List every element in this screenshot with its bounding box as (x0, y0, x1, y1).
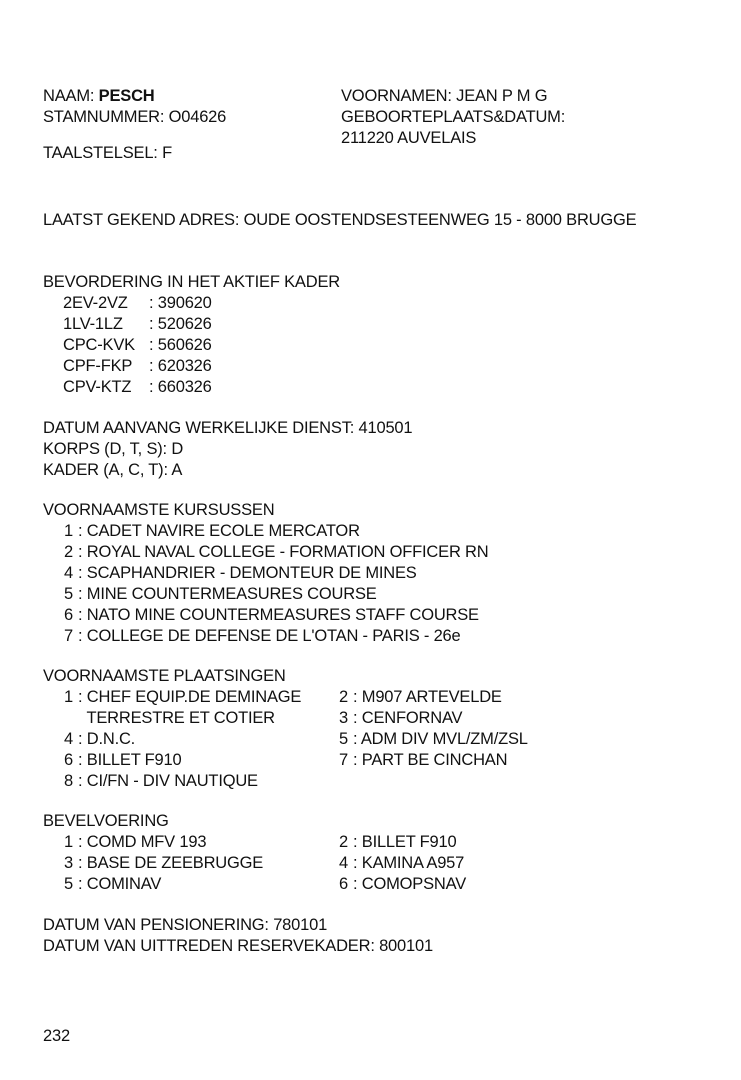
course-text: : SCAPHANDRIER - DEMONTEUR DE MINES (78, 564, 417, 582)
item-text: : COMOPSNAV (353, 875, 467, 893)
course-row (43, 626, 488, 647)
item-text: : D.N.C. (78, 730, 136, 748)
course-row (43, 542, 488, 563)
bevelvoering-section (43, 811, 466, 895)
item-number: 1 (64, 833, 73, 851)
kursussen-title: VOORNAAMSTE KURSUSSEN (43, 501, 275, 519)
kader: KADER (A, C, T): A (43, 461, 183, 479)
header-left (43, 86, 226, 164)
item-number: 2 (339, 688, 348, 706)
item-text: : BILLET F910 (78, 751, 182, 769)
item-number: 4 (64, 730, 73, 748)
course-text: : CADET NAVIRE ECOLE MERCATOR (78, 522, 360, 540)
course-number: 2 (64, 543, 73, 561)
promotion-rank: 2EV-2VZ (63, 294, 128, 312)
promotion-date: : 390620 (149, 294, 212, 312)
item-number (318, 771, 353, 792)
item-number: 7 (339, 751, 348, 769)
promotion-rank: CPF-FKP (63, 357, 133, 375)
course-number: 1 (64, 522, 73, 540)
aanvang-dienst: DATUM AANVANG WERKELIJKE DIENST: 410501 (43, 419, 413, 437)
korps: KORPS (D, T, S): D (43, 440, 184, 458)
item-number: 5 (64, 875, 73, 893)
promotion-date: : 560626 (149, 336, 212, 354)
posting-row (43, 750, 528, 771)
item-text: : KAMINA A957 (353, 854, 465, 872)
plaatsingen-section (43, 666, 528, 792)
adres: LAATST GEKEND ADRES: OUDE OOSTENDSESTEENWEG 15 - 8000 BRUGGE (43, 211, 637, 229)
item-text: : COMD MFV 193 (78, 833, 207, 851)
bevordering-section (43, 272, 340, 398)
kursussen-list (43, 521, 488, 647)
kursussen-section (43, 500, 488, 647)
item-text: : PART BE CINCHAN (353, 751, 508, 769)
bevelvoering-title: BEVELVOERING (43, 812, 169, 830)
stamnummer: STAMNUMMER: O04626 (43, 108, 227, 126)
promotion-rank: 1LV-1LZ (63, 315, 123, 333)
course-number: 5 (64, 585, 73, 603)
uittreden: DATUM VAN UITTREDEN RESERVEKADER: 800101 (43, 937, 433, 955)
course-row (43, 521, 488, 542)
item-number: 4 (339, 854, 348, 872)
page-number: 232 (43, 1027, 70, 1045)
bevelvoering-list (43, 832, 466, 895)
promotion-row (63, 293, 340, 314)
plaatsingen-title: VOORNAAMSTE PLAATSINGEN (43, 667, 286, 685)
posting-row (43, 729, 528, 750)
promotion-row (63, 377, 340, 398)
item-number: 2 (339, 833, 348, 851)
course-text: : ROYAL NAVAL COLLEGE - FORMATION OFFICER RN (78, 543, 489, 561)
item-text: : CHEF EQUIP.DE DEMINAGE (78, 688, 302, 706)
course-text: : NATO MINE COUNTERMEASURES STAFF COURSE (78, 606, 479, 624)
item-text: : M907 ARTEVELDE (353, 688, 502, 706)
item-text: : CI/FN - DIV NAUTIQUE (78, 772, 258, 790)
course-text: : COLLEGE DE DEFENSE DE L'OTAN - PARIS - 26e (78, 627, 461, 645)
geboorte-value: 211220 AUVELAIS (341, 129, 477, 147)
posting-row (43, 687, 528, 708)
geboorte-label: GEBOORTEPLAATS&DATUM: (341, 108, 566, 126)
posting-row (43, 708, 528, 729)
command-row (43, 832, 466, 853)
bevordering-list (43, 293, 340, 398)
course-number: 6 (64, 606, 73, 624)
bevordering-title: BEVORDERING IN HET AKTIEF KADER (43, 273, 340, 291)
naam-label: NAAM: (43, 87, 95, 105)
promotion-rank: CPV-KTZ (63, 378, 132, 396)
promotion-row (63, 335, 340, 356)
item-number: 6 (64, 751, 73, 769)
command-row (43, 853, 466, 874)
course-text: : MINE COUNTERMEASURES COURSE (78, 585, 377, 603)
item-text: TERRESTRE ET COTIER (78, 709, 275, 727)
item-number: 5 (339, 730, 348, 748)
promotion-row (63, 314, 340, 335)
promotion-rank: CPC-KVK (63, 336, 135, 354)
course-row (43, 563, 488, 584)
promotion-date: : 660326 (149, 378, 212, 396)
posting-row (43, 771, 528, 792)
course-number: 7 (64, 627, 73, 645)
pensionering: DATUM VAN PENSIONERING: 780101 (43, 916, 328, 934)
item-number: 8 (64, 772, 73, 790)
plaatsingen-list (43, 687, 528, 792)
course-row (43, 605, 488, 626)
promotion-date: : 520626 (149, 315, 212, 333)
course-number: 4 (64, 564, 73, 582)
command-row (43, 874, 466, 895)
item-number: 6 (339, 875, 348, 893)
item-text: : ADM DIV MVL/ZM/ZSL (353, 730, 528, 748)
taalstelsel: TAALSTELSEL: F (43, 144, 172, 162)
item-text: : BASE DE ZEEBRUGGE (78, 854, 264, 872)
course-row (43, 584, 488, 605)
header-right (341, 86, 565, 149)
naam-line (43, 86, 226, 107)
promotion-date: : 620326 (149, 357, 212, 375)
naam-value: PESCH (98, 87, 155, 105)
item-number: 3 (339, 709, 348, 727)
item-number: 3 (64, 854, 73, 872)
item-number: 1 (64, 688, 73, 706)
voornamen: VOORNAMEN: JEAN P M G (341, 87, 548, 105)
item-number (43, 708, 78, 729)
dienst-section (43, 418, 412, 481)
item-text: : COMINAV (78, 875, 162, 893)
promotion-row (63, 356, 340, 377)
item-text: : CENFORNAV (353, 709, 463, 727)
pensioen-section (43, 915, 433, 957)
item-text: : BILLET F910 (353, 833, 457, 851)
